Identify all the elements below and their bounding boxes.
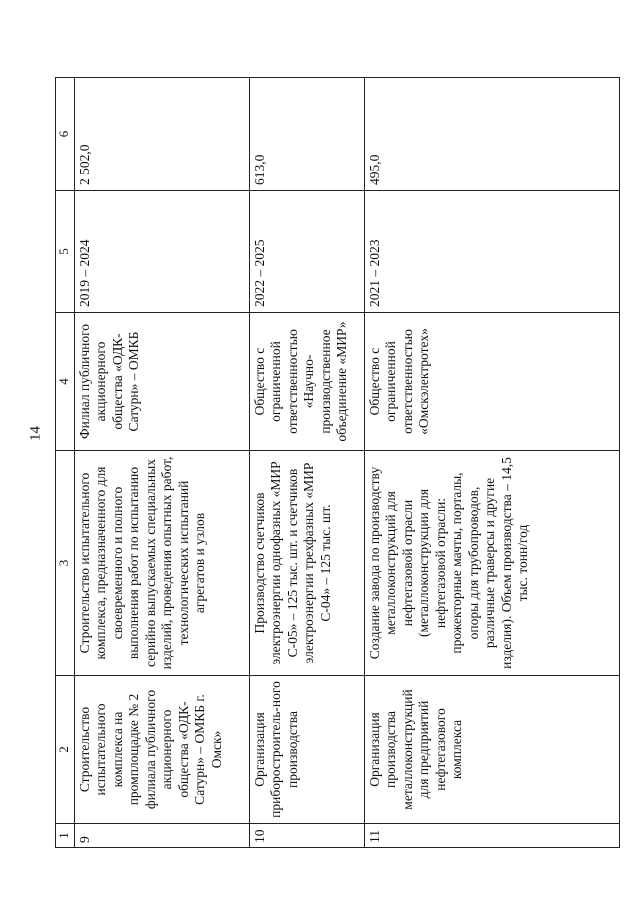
- projects-table: [55, 77, 620, 848]
- period: 2022 – 2025: [250, 191, 365, 313]
- project-description: Создание завода по производству металлоконструкций для нефтегазовой отрасли (металлоконструкции для нефтегазовой отрасли: прожекторные мачты, порталы, опоры для трубопроводов, различные траверсы и другие изделия). Объем производства – 14,5 тыс. тонн/год: [365, 451, 620, 676]
- amount: 2 502,0: [75, 78, 250, 191]
- column-header: 6: [56, 78, 75, 191]
- table-header-row: [56, 78, 75, 848]
- project-name: Организация приборостроитель-ного производства: [250, 676, 365, 824]
- table-row: [365, 78, 620, 848]
- period: 2021 – 2023: [365, 191, 620, 313]
- project-name: Строительство испытательного комплекса на промплощадке № 2 филиала публичного акционерного общества «ОДК-Сатурн» – ОМКБ г. Омск»: [75, 676, 250, 824]
- period: 2019 – 2024: [75, 191, 250, 313]
- column-header: 3: [56, 451, 75, 676]
- organization: Общество с ограниченной ответственностью «Научно-производственное объединение «МИР»: [250, 313, 365, 451]
- amount: 613,0: [250, 78, 365, 191]
- column-header: 1: [56, 824, 75, 848]
- page-number: 14: [27, 426, 44, 441]
- row-number: 11: [365, 824, 620, 848]
- column-header: 4: [56, 313, 75, 451]
- project-name: Организация производства металлоконструкций для предприятий нефтегазового комплекса: [365, 676, 620, 824]
- organization: Общество с ограниченной ответственностью «Омскэлектротех»: [365, 313, 620, 451]
- amount: 495,0: [365, 78, 620, 191]
- table-row: [250, 78, 365, 848]
- row-number: 9: [75, 824, 250, 848]
- row-number: 10: [250, 824, 365, 848]
- document-table-wrapper: [55, 78, 615, 848]
- project-description: Производство счетчиков электроэнергии однофазных «МИР С-05» – 125 тыс. шт. и счетчиков электроэнергии трехфазных «МИР С-04» – 125 тыс. шт.: [250, 451, 365, 676]
- column-header: 2: [56, 676, 75, 824]
- table-row: [75, 78, 250, 848]
- column-header: 5: [56, 191, 75, 313]
- project-description: Строительство испытательного комплекса, предназначенного для своевременного и полного выполнения работ по испытанию серийно выпускаемых специальных изделий, проведения опытных работ, технологических испытаний агрегатов и узлов: [75, 451, 250, 676]
- organization: Филиал публичного акционерного общества «ОДК-Сатурн» – ОМКБ: [75, 313, 250, 451]
